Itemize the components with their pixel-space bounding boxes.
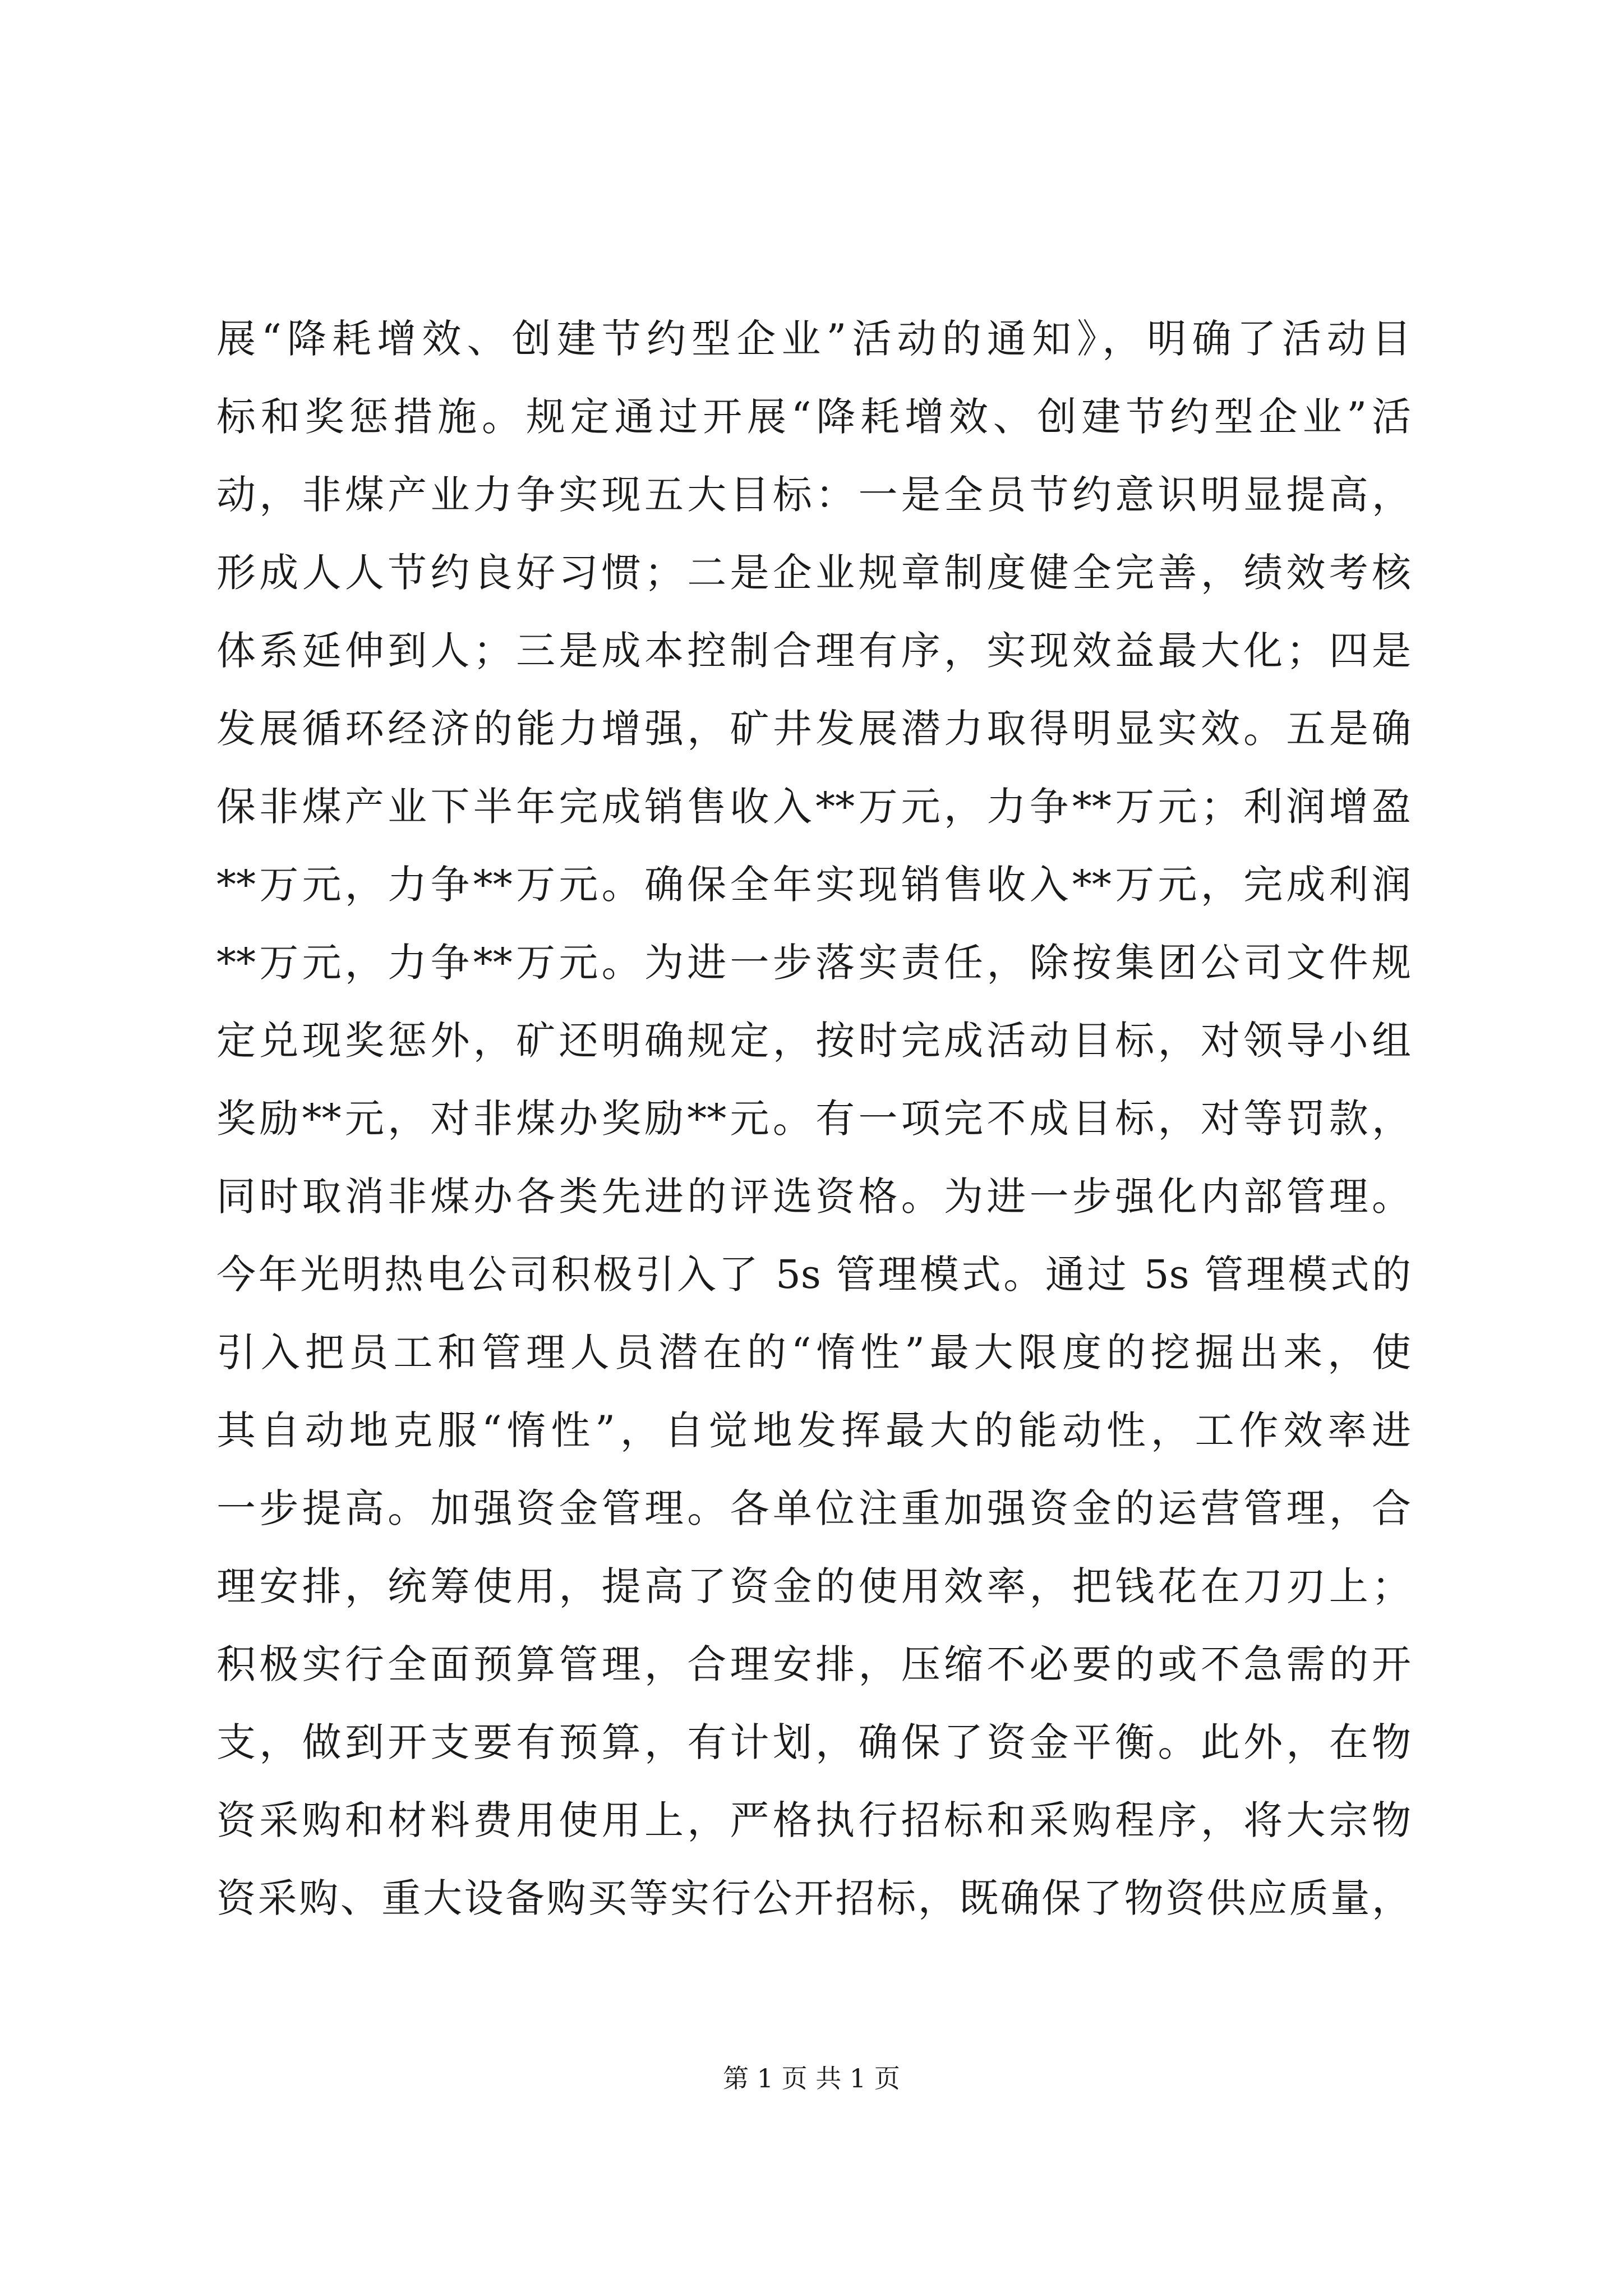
text-line: 体系延伸到人；三是成本控制合理有序，实现效益最大化；四是 bbox=[216, 628, 1411, 674]
text-line: 支，做到开支要有预算，有计划，确保了资金平衡。此外，在物 bbox=[216, 1719, 1411, 1765]
text-line: **万元，力争**万元。为进一步落实责任，除按集团公司文件规 bbox=[216, 940, 1411, 986]
text-line: 其自动地克服“惰性”，自觉地发挥最大的能动性，工作效率进 bbox=[216, 1407, 1411, 1453]
text-line: 引入把员工和管理人员潜在的“惰性”最大限度的挖掘出来，使 bbox=[216, 1329, 1411, 1375]
text-line: 发展循环经济的能力增强，矿井发展潜力取得明显实效。五是确 bbox=[216, 706, 1411, 752]
text-line: 标和奖惩措施。规定通过开展“降耗增效、创建节约型企业”活 bbox=[216, 394, 1411, 440]
text-line: 今年光明热电公司积极引入了 5s 管理模式。通过 5s 管理模式的 bbox=[216, 1251, 1411, 1297]
text-line: 积极实行全面预算管理，合理安排，压缩不必要的或不急需的开 bbox=[216, 1641, 1411, 1687]
text-line: 一步提高。加强资金管理。各单位注重加强资金的运营管理，合 bbox=[216, 1485, 1411, 1531]
text-line: 同时取消非煤办各类先进的评选资格。为进一步强化内部管理。 bbox=[216, 1174, 1411, 1220]
text-line: 理安排，统筹使用，提高了资金的使用效率，把钱花在刀刃上； bbox=[216, 1563, 1411, 1609]
page-footer bbox=[0, 2062, 1623, 2095]
text-line: 展“降耗增效、创建节约型企业”活动的通知》，明确了活动目 bbox=[216, 316, 1411, 362]
text-line: 动，非煤产业力争实现五大目标：一是全员节约意识明显提高， bbox=[216, 472, 1411, 518]
text-line: 形成人人节约良好习惯；二是企业规章制度健全完善，绩效考核 bbox=[216, 550, 1411, 596]
text-line: 保非煤产业下半年完成销售收入**万元，力争**万元；利润增盈 bbox=[216, 784, 1411, 830]
text-line: 奖励**元，对非煤办奖励**元。有一项完不成目标，对等罚款， bbox=[216, 1096, 1411, 1142]
text-line: 定兑现奖惩外，矿还明确规定，按时完成活动目标，对领导小组 bbox=[216, 1018, 1411, 1064]
text-line: 资采购、重大设备购买等实行公开招标，既确保了物资供应质量， bbox=[216, 1875, 1411, 1921]
text-line: 资采购和材料费用使用上，严格执行招标和采购程序，将大宗物 bbox=[216, 1797, 1411, 1843]
body-text bbox=[216, 300, 1411, 1938]
text-line: **万元，力争**万元。确保全年实现销售收入**万元，完成利润 bbox=[216, 862, 1411, 908]
page-number-label: 第 1 页 共 1 页 bbox=[723, 2063, 900, 2093]
